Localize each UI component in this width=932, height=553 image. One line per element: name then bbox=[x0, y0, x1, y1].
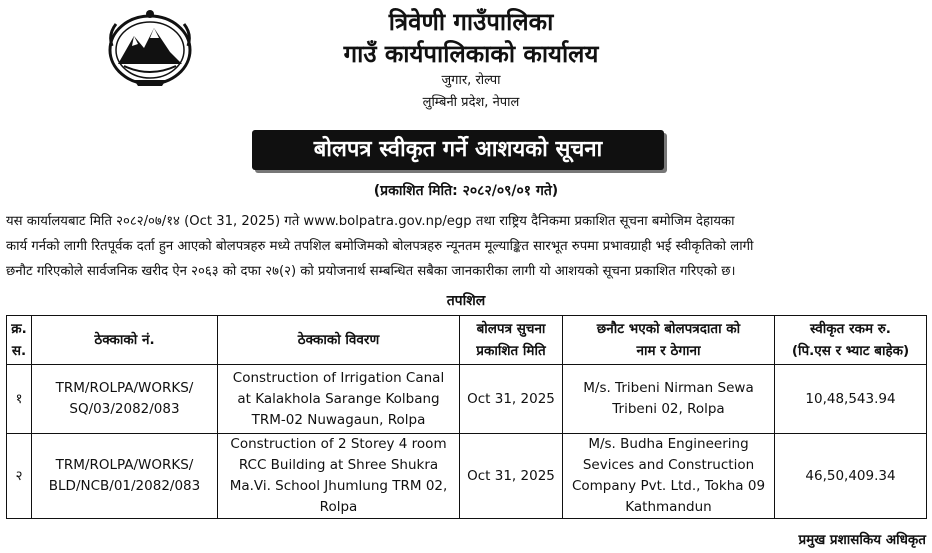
signature-title: प्रमुख प्रशासकिय अधिकृत bbox=[798, 532, 926, 548]
header-publish-date: बोलपत्र सुचना प्रकाशित मिति bbox=[460, 316, 563, 365]
contract-table bbox=[6, 315, 927, 519]
body-line: यस कार्यालयबाट मिति २०८२/०७/१४ (Oct 31, 2025) गते www.bolpatra.gov.np/egp तथा राष्ट्रिय दैनिकमा प्रकाशित सूचना बमोजिम देहायका bbox=[6, 214, 735, 229]
body-line: कार्य गर्नको लागी रितपूर्वक दर्ता हुन आएको बोलपत्रहरु मध्ये तपशिल बमोजिमको बोलपत्रहरु न्यूनतम मूल्याङ्कित सारभूत रुपमा प्रभावग्राही भई स्वीकृतिको लागी bbox=[6, 239, 754, 254]
header-bidder: छनौट भएको बोलपत्रदाता को नाम र ठेगाना bbox=[563, 316, 775, 365]
cell-serial: २ bbox=[7, 434, 32, 519]
header-amount: स्वीकृत रकम रु. (पि.एस र भ्याट बाहेक) bbox=[775, 316, 927, 365]
notice-body bbox=[6, 209, 926, 284]
body-line: छनौट गरिएकोले सार्वजनिक खरीद ऐन २०६३ को दफा २७(२) को प्रयोजनार्थ सम्बन्धित सबैका जानकारीका लागी यो आशयको सूचना प्रकाशित गरिएको छ। bbox=[6, 264, 736, 279]
municipality-name: त्रिवेणी गाउँपालिका bbox=[388, 8, 554, 36]
cell-amount: 10,48,543.94 bbox=[775, 365, 927, 434]
address-line-1: जुगार, रोल्पा bbox=[441, 73, 501, 88]
address-line-2: लुम्बिनी प्रदेश, नेपाल bbox=[422, 95, 520, 110]
cell-description: Construction of Irrigation Canal at Kalakhola Sarange Kolbang TRM-02 Nuwagaun, Rolpa bbox=[218, 365, 460, 434]
cell-serial: १ bbox=[7, 365, 32, 434]
office-header bbox=[0, 6, 932, 114]
cell-bidder: M/s. Tribeni Nirman Sewa Tribeni 02, Rolpa bbox=[563, 365, 775, 434]
cell-contract-no: TRM/ROLPA/WORKS/ SQ/03/2082/083 bbox=[32, 365, 218, 434]
cell-amount: 46,50,409.34 bbox=[775, 434, 927, 519]
table-header-row bbox=[7, 316, 927, 365]
notice-title-banner: बोलपत्र स्वीकृत गर्ने आशयको सूचना bbox=[252, 130, 664, 170]
cell-bidder: M/s. Budha Engineering Sevices and Construction Company Pvt. Ltd., Tokha 09 Kathmandun bbox=[563, 434, 775, 519]
cell-contract-no: TRM/ROLPA/WORKS/ BLD/NCB/01/2082/083 bbox=[32, 434, 218, 519]
table-caption: तपशिल bbox=[446, 293, 486, 309]
cell-description: Construction of 2 Storey 4 room RCC Building at Shree Shukra Ma.Vi. School Jhumlung TRM 02, Rolpa bbox=[218, 434, 460, 519]
office-name: गाउँ कार्यपालिकाको कार्यालय bbox=[343, 40, 599, 68]
cell-publish-date: Oct 31, 2025 bbox=[460, 365, 563, 434]
table-row bbox=[7, 434, 927, 519]
header-contract-no: ठेक्काको नं. bbox=[32, 316, 218, 365]
header-description: ठेक्काको विवरण bbox=[218, 316, 460, 365]
table-row bbox=[7, 365, 927, 434]
header-serial: क्र. स. bbox=[7, 316, 32, 365]
cell-publish-date: Oct 31, 2025 bbox=[460, 434, 563, 519]
published-date: (प्रकाशित मिति: २०८२/०९/०१ गते) bbox=[373, 183, 559, 199]
